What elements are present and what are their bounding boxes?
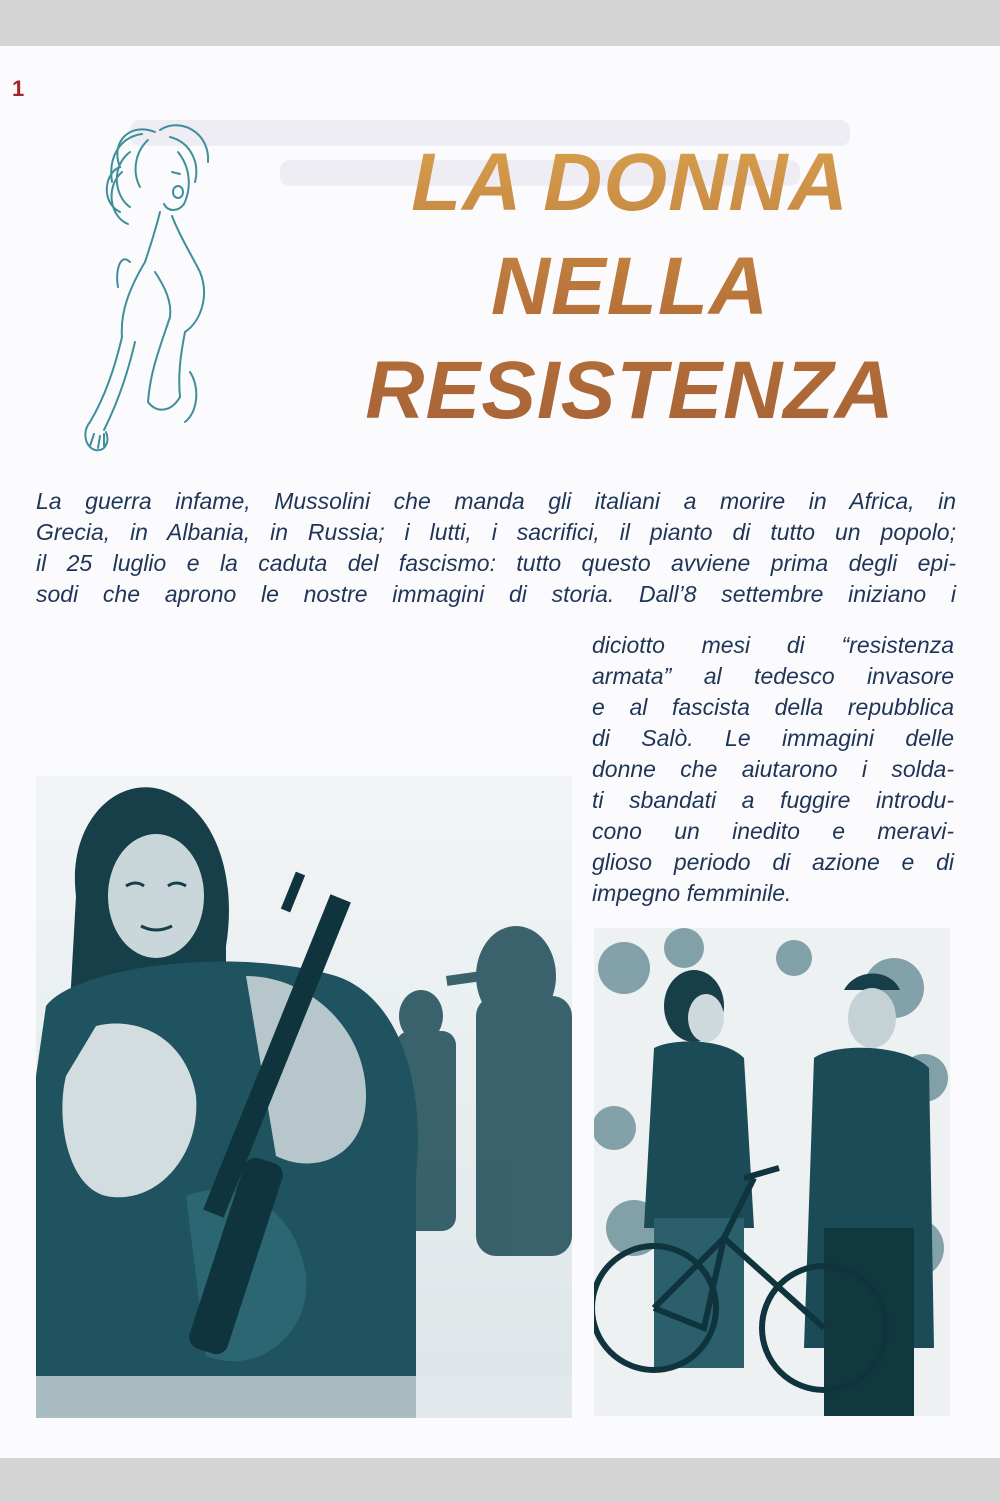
woman-with-bicycle-and-soldier-photo [594,928,950,1416]
text-line: il 25 luglio e la caduta del fascismo: tutto questo avviene prima degli epi- [36,550,956,576]
text-line: Grecia, in Albania, in Russia; i lutti, i sacrifici, il pianto di tutto un popolo; [36,519,956,545]
title-line: LA DONNA [411,137,849,228]
partisan-woman-with-rifle-photo [36,776,572,1418]
sketch-woman-shouting-icon [60,112,230,472]
document-page [0,46,1000,1458]
text-line: ti sbandati a fuggire introdu- [592,787,954,813]
text-line: cono un inedito e meravi- [592,818,954,844]
text-line: impegno femminile. [592,880,792,906]
text-line: diciotto mesi di “resistenza [592,632,954,658]
column-paragraph [592,630,954,909]
intro-paragraph [36,486,956,610]
page-number: 1 [12,76,25,101]
text-line: donne che aiutarono i solda- [592,756,954,782]
title-line: NELLA [490,241,770,332]
title-line: RESISTENZA [365,345,895,436]
text-line: sodi che aprono le nostre immagini di storia. Dall’8 settembre iniziano i [36,581,956,607]
text-line: di Salò. Le immagini delle [592,725,954,751]
text-line: glioso periodo di azione e di [592,849,954,875]
text-line: armata” al tedesco invasore [592,663,954,689]
page-title [330,131,930,443]
text-line: La guerra infame, Mussolini che manda gli italiani a morire in Africa, in [36,488,956,514]
text-line: e al fascista della repubblica [592,694,954,720]
